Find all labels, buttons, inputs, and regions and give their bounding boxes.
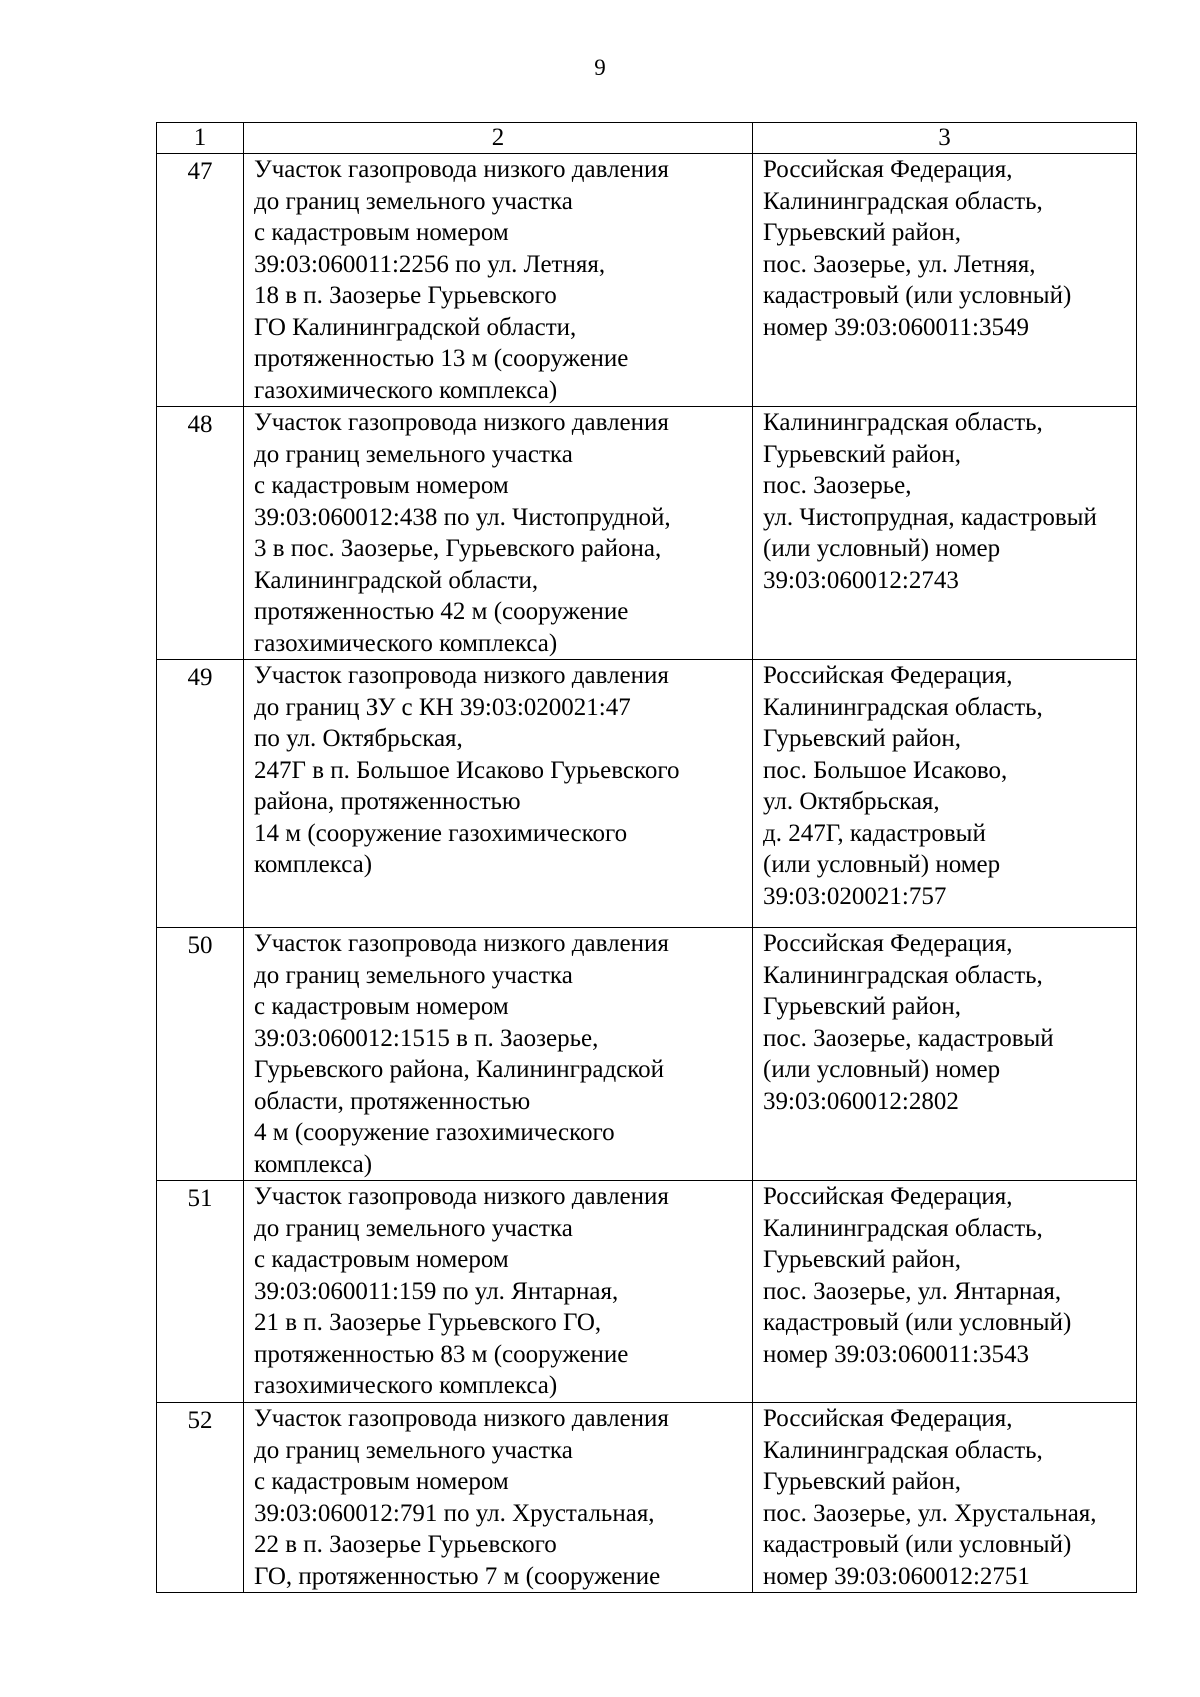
row-number: 47 bbox=[157, 154, 244, 407]
location-line: Гурьевский район, bbox=[763, 993, 962, 1020]
description-line: протяженностью 42 м (сооружение bbox=[254, 598, 629, 625]
table-row bbox=[157, 407, 1137, 660]
location-line: номер 39:03:060011:3549 bbox=[763, 313, 1029, 341]
location-line: Гурьевский район, bbox=[763, 725, 962, 752]
table-row bbox=[157, 1403, 1137, 1593]
description-line: 18 в п. Заозерье Гурьевского bbox=[254, 282, 557, 309]
location-line: 39:03:060012:2802 bbox=[763, 1087, 959, 1115]
description-line: 247Г в п. Большое Исаково Гурьевского bbox=[254, 756, 680, 784]
description-line: района, протяженностью bbox=[254, 788, 521, 815]
location-line: Гурьевский район, bbox=[763, 219, 962, 246]
location-line: Российская Федерация, bbox=[763, 1405, 1013, 1432]
location-line: кадастровый (или условный) bbox=[763, 1531, 1072, 1558]
table-row bbox=[157, 928, 1137, 1181]
description-line: до границ земельного участка bbox=[254, 1436, 573, 1464]
location-line: номер 39:03:060012:2751 bbox=[763, 1562, 1030, 1590]
description-line: Участок газопровода низкого давления bbox=[254, 409, 669, 436]
object-description bbox=[244, 928, 753, 1181]
object-description bbox=[244, 1181, 753, 1403]
location-line: пос. Заозерье, ул. Хрустальная, bbox=[763, 1499, 1097, 1527]
description-line: по ул. Октябрьская, bbox=[254, 725, 463, 752]
description-line: с кадастровым номером bbox=[254, 993, 509, 1020]
column-header-number: 1 bbox=[157, 123, 244, 154]
description-line: Гурьевского района, Калининградской bbox=[254, 1056, 665, 1083]
description-line: 22 в п. Заозерье Гурьевского bbox=[254, 1531, 557, 1558]
description-line: 14 м (сооружение газохимического bbox=[254, 819, 628, 847]
description-line: 39:03:060011:2256 по ул. Летняя, bbox=[254, 250, 606, 278]
object-location bbox=[753, 1403, 1137, 1593]
description-line: комплекса) bbox=[254, 851, 373, 878]
description-line: с кадастровым номером bbox=[254, 472, 509, 499]
location-line: пос. Большое Исаково, bbox=[763, 756, 1008, 784]
location-line: Гурьевский район, bbox=[763, 1246, 962, 1273]
object-description bbox=[244, 407, 753, 660]
description-line: Калининградской области, bbox=[254, 566, 539, 594]
object-description bbox=[244, 154, 753, 407]
description-line: с кадастровым номером bbox=[254, 219, 509, 246]
row-number: 51 bbox=[157, 1181, 244, 1403]
description-line: Участок газопровода низкого давления bbox=[254, 156, 669, 183]
description-line: до границ земельного участка bbox=[254, 440, 573, 468]
location-line: 39:03:060012:2743 bbox=[763, 566, 959, 594]
location-line: Российская Федерация, bbox=[763, 1183, 1013, 1210]
description-line: 21 в п. Заозерье Гурьевского ГО, bbox=[254, 1309, 602, 1336]
description-line: 39:03:060012:438 по ул. Чистопрудной, bbox=[254, 503, 671, 531]
description-line: области, протяженностью bbox=[254, 1087, 531, 1115]
table-row bbox=[157, 1181, 1137, 1403]
description-line: до границ земельного участка bbox=[254, 187, 573, 215]
row-number: 52 bbox=[157, 1403, 244, 1593]
object-description bbox=[244, 660, 753, 928]
description-line: до границ земельного участка bbox=[254, 1214, 573, 1242]
row-number: 50 bbox=[157, 928, 244, 1181]
location-line: 39:03:020021:757 bbox=[763, 882, 947, 910]
description-line: протяженностью 13 м (сооружение bbox=[254, 345, 629, 372]
location-line: кадастровый (или условный) bbox=[763, 282, 1072, 309]
description-line: комплекса) bbox=[254, 1150, 373, 1178]
description-line: Участок газопровода низкого давления bbox=[254, 930, 669, 957]
object-location bbox=[753, 928, 1137, 1181]
description-line: протяженностью 83 м (сооружение bbox=[254, 1340, 629, 1368]
table-header-row bbox=[157, 123, 1137, 154]
location-line: Гурьевский район, bbox=[763, 1468, 962, 1495]
description-line: Участок газопровода низкого давления bbox=[254, 1183, 669, 1210]
object-description bbox=[244, 1403, 753, 1593]
row-number: 49 bbox=[157, 660, 244, 928]
location-line: (или условный) номер bbox=[763, 1056, 1001, 1083]
location-line: (или условный) номер bbox=[763, 535, 1001, 562]
page-number: 9 bbox=[594, 55, 606, 80]
description-line: до границ ЗУ с КН 39:03:020021:47 bbox=[254, 693, 631, 721]
location-line: ул. Чистопрудная, кадастровый bbox=[763, 503, 1097, 531]
location-line: Российская Федерация, bbox=[763, 930, 1013, 957]
description-line: с кадастровым номером bbox=[254, 1468, 509, 1495]
registry-table bbox=[156, 122, 1137, 1593]
description-line: Участок газопровода низкого давления bbox=[254, 662, 669, 689]
description-line: газохимического комплекса) bbox=[254, 629, 558, 657]
description-line: ГО, протяженностью 7 м (сооружение bbox=[254, 1562, 661, 1590]
location-line: ул. Октябрьская, bbox=[763, 788, 940, 815]
description-line: Участок газопровода низкого давления bbox=[254, 1405, 669, 1432]
location-line: пос. Заозерье, ул. Янтарная, bbox=[763, 1277, 1062, 1305]
location-line: номер 39:03:060011:3543 bbox=[763, 1340, 1029, 1368]
description-line: газохимического комплекса) bbox=[254, 376, 558, 404]
description-line: 4 м (сооружение газохимического bbox=[254, 1119, 615, 1146]
location-line: Калининградская область, bbox=[763, 1214, 1043, 1242]
description-line: 3 в пос. Заозерье, Гурьевского района, bbox=[254, 535, 662, 562]
location-line: пос. Заозерье, bbox=[763, 472, 912, 499]
location-line: Российская Федерация, bbox=[763, 662, 1013, 689]
location-line: д. 247Г, кадастровый bbox=[763, 819, 986, 847]
column-header-location: 3 bbox=[753, 123, 1137, 154]
location-line: пос. Заозерье, кадастровый bbox=[763, 1024, 1054, 1052]
location-line: Калининградская область, bbox=[763, 409, 1043, 436]
table-row bbox=[157, 660, 1137, 928]
description-line: с кадастровым номером bbox=[254, 1246, 509, 1273]
location-line: пос. Заозерье, ул. Летняя, bbox=[763, 250, 1036, 278]
object-location bbox=[753, 660, 1137, 928]
object-location bbox=[753, 407, 1137, 660]
description-line: 39:03:060012:791 по ул. Хрустальная, bbox=[254, 1499, 655, 1527]
location-line: Российская Федерация, bbox=[763, 156, 1013, 183]
description-line: до границ земельного участка bbox=[254, 961, 573, 989]
table-row bbox=[157, 154, 1137, 407]
location-line: кадастровый (или условный) bbox=[763, 1309, 1072, 1336]
object-location bbox=[753, 154, 1137, 407]
description-line: 39:03:060011:159 по ул. Янтарная, bbox=[254, 1277, 619, 1305]
location-line: Калининградская область, bbox=[763, 187, 1043, 215]
location-line: Калининградская область, bbox=[763, 693, 1043, 721]
column-header-description: 2 bbox=[244, 123, 753, 154]
object-location bbox=[753, 1181, 1137, 1403]
row-number: 48 bbox=[157, 407, 244, 660]
location-line: Калининградская область, bbox=[763, 1436, 1043, 1464]
location-line: (или условный) номер bbox=[763, 851, 1001, 878]
description-line: 39:03:060012:1515 в п. Заозерье, bbox=[254, 1024, 599, 1052]
description-line: газохимического комплекса) bbox=[254, 1372, 558, 1399]
location-line: Калининградская область, bbox=[763, 961, 1043, 989]
description-line: ГО Калининградской области, bbox=[254, 313, 577, 341]
location-line: Гурьевский район, bbox=[763, 440, 962, 468]
